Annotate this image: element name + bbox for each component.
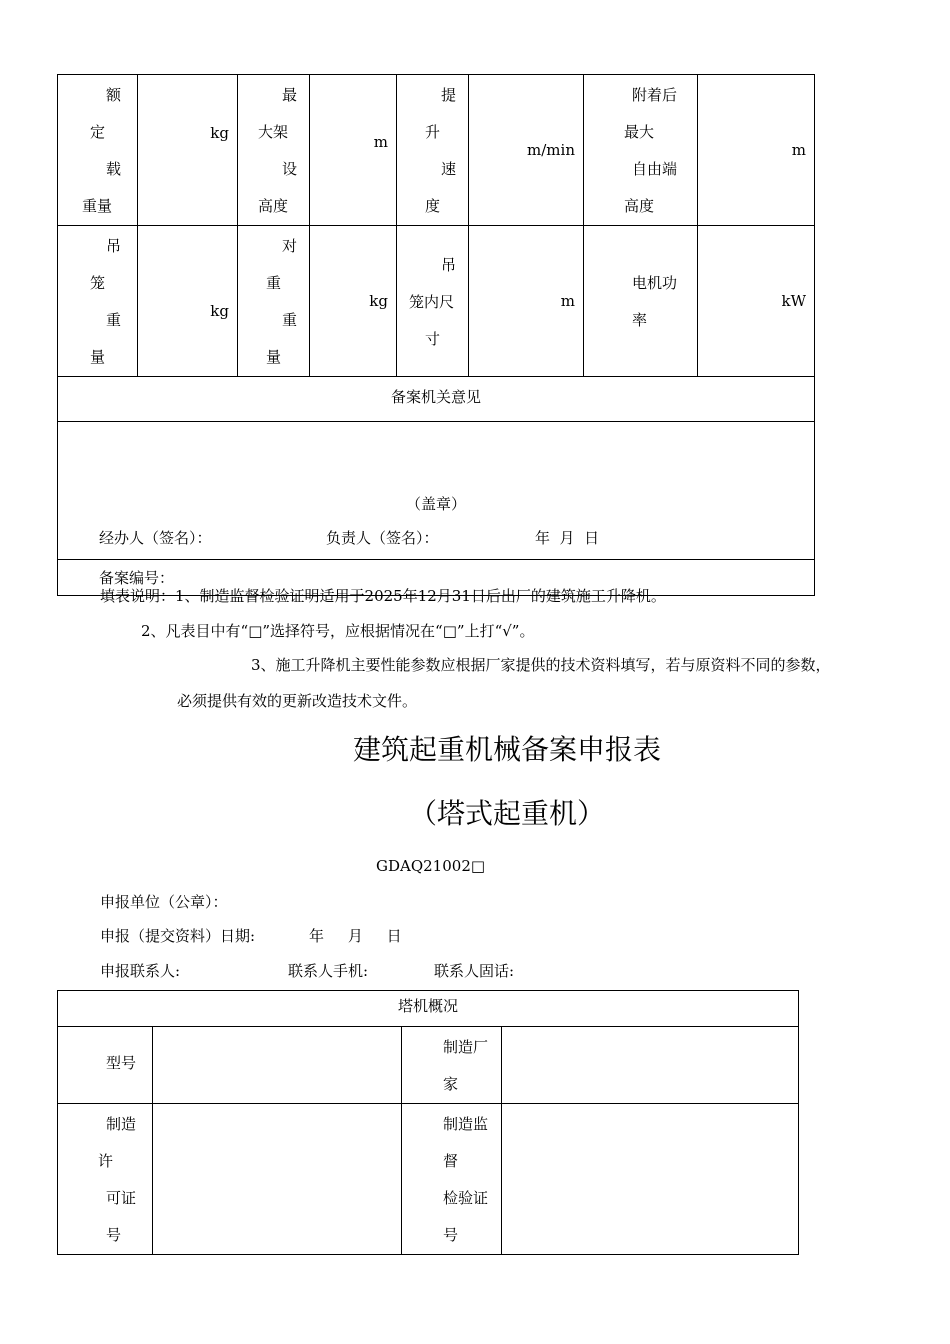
inspection-number-field[interactable] <box>502 1104 799 1255</box>
rated-load-label: 额 定 载 重量 <box>58 75 138 226</box>
note-line-3: 3、施工升降机主要性能参数应根据厂家提供的技术资料填写，若与原资料不同的参数， <box>251 656 831 674</box>
cage-weight-value[interactable]: kg <box>138 226 238 377</box>
inspection-number-label: 制造监 督 检验证 号 <box>402 1104 502 1255</box>
manufacturer-label: 制造厂 家 <box>402 1027 502 1104</box>
lift-speed-value[interactable]: m/min <box>469 75 584 226</box>
motor-power-label: 电机功 率 <box>584 226 698 377</box>
table-row <box>58 226 815 377</box>
cage-size-value[interactable]: m <box>469 226 584 377</box>
note-line-1: 填表说明：1、制造监督检验证明适用于2025年12月31日后出厂的建筑施工升降机。 <box>100 587 666 605</box>
contact-phone-label: 联系人固话: <box>434 962 515 980</box>
table-row <box>58 991 799 1027</box>
table-row <box>58 377 815 422</box>
table-row <box>58 1104 799 1255</box>
submit-date-label: 申报（提交资料）日期: <box>100 927 256 945</box>
leader-signature-label: 负责人（签名）： <box>326 529 439 547</box>
free-end-height-label: 附着后 最大 自由端 高度 <box>584 75 698 226</box>
page-title: 建筑起重机械备案申报表 <box>352 733 661 766</box>
opinion-box[interactable] <box>58 422 815 560</box>
max-height-label: 最 大架 设 高度 <box>238 75 310 226</box>
table-row <box>58 1027 799 1104</box>
submit-date-fields[interactable]: 年 月 日 <box>309 927 402 945</box>
table-row <box>58 422 815 560</box>
seal-label: （盖章） <box>405 495 466 513</box>
crane-overview-header: 塔机概况 <box>58 991 799 1027</box>
max-height-value[interactable]: m <box>310 75 397 226</box>
model-field[interactable] <box>153 1027 402 1104</box>
contact-mobile-label: 联系人手机: <box>288 962 369 980</box>
permit-number-field[interactable] <box>153 1104 402 1255</box>
tower-crane-table <box>57 990 799 1255</box>
model-label: 型号 <box>58 1027 153 1104</box>
applicant-unit-label: 申报单位（公章）： <box>100 893 228 911</box>
date-label: 年 月 日 <box>535 529 600 547</box>
performance-table <box>57 74 815 596</box>
lift-speed-label: 提 升 速 度 <box>397 75 469 226</box>
counterweight-value[interactable]: kg <box>310 226 397 377</box>
opinion-header: 备案机关意见 <box>58 377 815 422</box>
form-code: GDAQ21002□ <box>376 857 486 875</box>
contact-person-label: 申报联系人: <box>100 962 181 980</box>
cage-size-label: 吊 笼内尺 寸 <box>397 226 469 377</box>
cage-weight-label: 吊 笼 重 量 <box>58 226 138 377</box>
manufacturer-field[interactable] <box>502 1027 799 1104</box>
counterweight-label: 对 重 重 量 <box>238 226 310 377</box>
rated-load-value[interactable]: kg <box>138 75 238 226</box>
record-number-field[interactable]: 备案编号： <box>58 560 815 596</box>
permit-number-label: 制造 许 可证 号 <box>58 1104 153 1255</box>
table-row <box>58 75 815 226</box>
free-end-height-value[interactable]: m <box>698 75 815 226</box>
motor-power-value[interactable]: kW <box>698 226 815 377</box>
handler-signature-label: 经办人（签名）： <box>99 529 212 547</box>
page-subtitle: （塔式起重机） <box>408 797 605 830</box>
note-line-2: 2、凡表目中有“□”选择符号，应根据情况在“□”上打“√”。 <box>141 622 535 640</box>
note-line-4: 必须提供有效的更新改造技术文件。 <box>177 692 418 710</box>
